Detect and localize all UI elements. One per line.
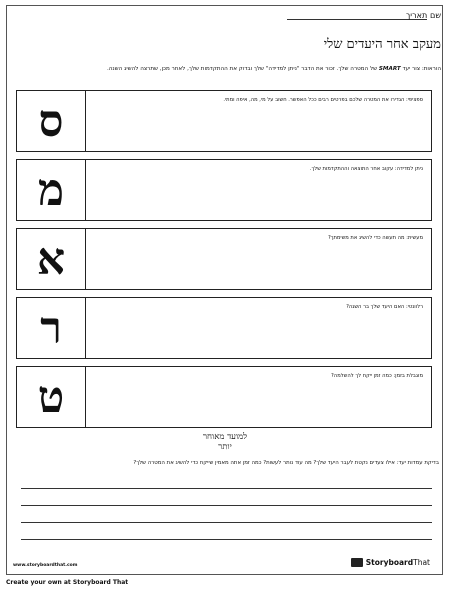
goal-question: ספציפי: הגדירו את המטרה שלכם בפרטים רבים ככל האפשר. חשוב על מי, מה, איפה ומתי.	[223, 97, 423, 103]
logo-that: That	[413, 558, 430, 567]
goal-question: רלוונטי: האם היעד שלך בר השגה?	[346, 304, 423, 310]
storyboard-logo-icon	[351, 558, 363, 567]
goal-box-relevant[interactable]	[16, 297, 432, 359]
logo-story: Storyboard	[365, 558, 414, 567]
page-title: מעקב אחר היעדים שלי	[323, 37, 441, 52]
goal-box-time-bound[interactable]	[16, 366, 432, 428]
answer-line[interactable]	[21, 505, 432, 506]
date-line[interactable]	[303, 11, 403, 20]
goal-letter: ס	[17, 91, 86, 151]
goal-letter: ט	[17, 367, 86, 427]
goal-letter: ר	[17, 298, 86, 358]
goal-letter: מ	[17, 160, 86, 220]
later-line-2: יותר	[218, 441, 232, 452]
goal-box-achievable[interactable]	[16, 228, 432, 290]
goal-letter: א	[17, 229, 86, 289]
goal-box-specific[interactable]	[16, 90, 432, 152]
goal-box-measurable[interactable]	[16, 159, 432, 221]
review-prompt: בדיקת עמדות יעד: אילו צעדים נקטת לעבר היעד שלך? מה עוד נותר לעשות? כמה זמן אתה מאמין שייקח כדי להשיג את המטרה שלך?	[133, 460, 439, 466]
instructions	[40, 66, 441, 73]
date-field[interactable]	[303, 11, 427, 20]
later-heading	[0, 433, 450, 453]
instructions-rest: של המטרה שלך. זכור את הדבר "ניתן למדידה" שלך ובדוק את ההתקדמות שלך, לאחר מכן, שתרצה להשיג השנה.	[107, 66, 378, 72]
answer-line[interactable]	[21, 488, 432, 489]
goal-question: מעשית: מה תעשה כדי להשיג את משימתך?	[327, 235, 423, 241]
name-label: שם	[430, 11, 441, 20]
goal-question: מוגבלת בזמן: כמה זמן ייקח לך להשלמה?	[331, 373, 423, 379]
instructions-smart: SMART	[378, 66, 401, 72]
goal-question: ניתן למדידה: עקוב אחר התוצאה וההתקדמות שלך.	[309, 166, 423, 172]
later-line-1: למועד מאוחר	[202, 432, 248, 442]
create-link[interactable]: Create your own at Storyboard That	[6, 579, 129, 586]
answer-line[interactable]	[21, 539, 432, 540]
answer-line[interactable]	[21, 522, 432, 523]
footer-site: www.storyboardthat.com	[13, 563, 78, 568]
date-label: תאריך	[406, 11, 428, 20]
instructions-lead: הוראות: צור יעד	[402, 66, 441, 72]
storyboard-logo	[351, 558, 430, 567]
